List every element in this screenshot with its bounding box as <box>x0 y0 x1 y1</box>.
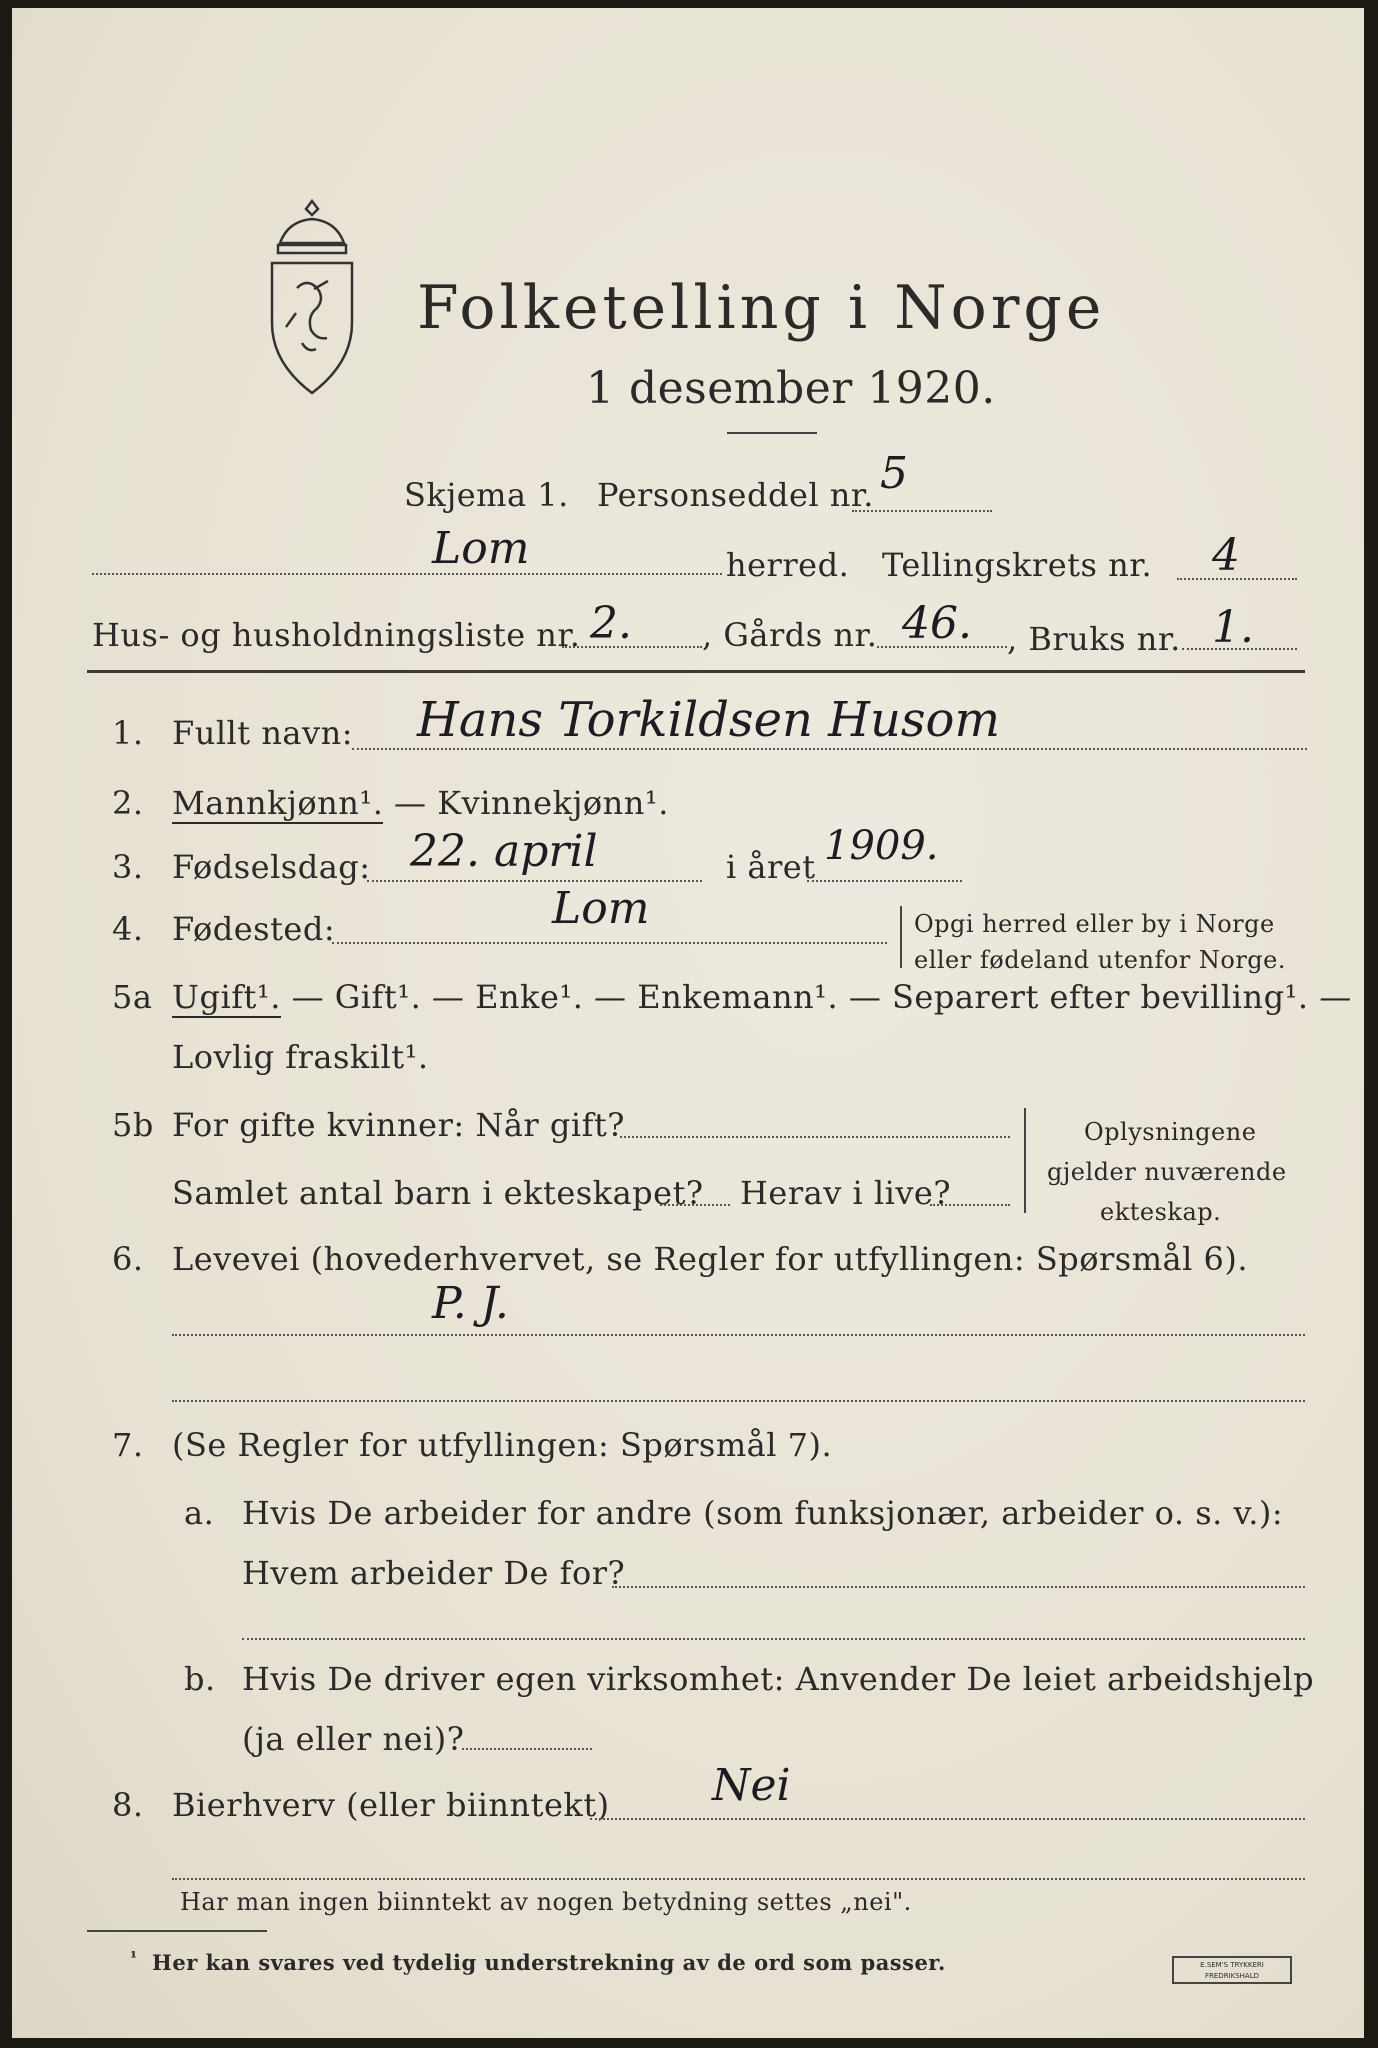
personseddel-line <box>852 510 992 512</box>
q3-year-value: 1909. <box>824 823 939 869</box>
q5b-line3 <box>930 1204 1010 1206</box>
q5b-line1 <box>620 1136 1010 1138</box>
tellingskrets-value: 4 <box>1212 530 1240 581</box>
q4-note-brace <box>900 906 902 968</box>
q1-label: Fullt navn: <box>172 714 353 752</box>
q6-number: 6. <box>112 1240 144 1278</box>
q5b-note3: ekteskap. <box>1100 1198 1222 1226</box>
q2-line <box>172 784 669 822</box>
herred-label: herred. <box>726 546 850 584</box>
census-form <box>12 8 1364 2038</box>
q5a-options <box>172 978 1352 1016</box>
q8-line2 <box>172 1878 1305 1880</box>
q3-label: Fødselsdag: <box>172 848 371 886</box>
q4-line <box>332 942 887 944</box>
q3-value: 22. april <box>410 826 598 877</box>
norway-coat-of-arms-icon <box>252 193 372 403</box>
q7a-line2: Hvem arbeider De for? <box>242 1554 626 1592</box>
q5b-label2: Samlet antal barn i ekteskapet? <box>172 1174 704 1212</box>
q7b-answer-line <box>462 1748 592 1750</box>
q5b-label1: For gifte kvinner: Når gift? <box>172 1106 625 1144</box>
q5a-other-options: — Gift¹. — Enke¹. — Enkemann¹. — Separert efter bevilling¹. — <box>280 978 1352 1016</box>
q4-note-line2: eller fødeland utenfor Norge. <box>914 946 1287 974</box>
q4-label: Fødested: <box>172 910 336 948</box>
q5a-ugift-underlined: Ugift¹. <box>172 978 281 1016</box>
skjema-label: Skjema 1. <box>404 476 569 514</box>
personseddel-label: Personseddel nr. <box>597 476 874 514</box>
q8-label: Bierhverv (eller biinntekt) <box>172 1786 610 1824</box>
q4-number: 4. <box>112 910 144 948</box>
footnote-text: Her kan svares ved tydelig understrekning av de ord som passer. <box>152 1950 946 1975</box>
q7a-answer-line2 <box>242 1638 1305 1640</box>
q8-number: 8. <box>112 1786 144 1824</box>
q5b-note2: gjelder nuværende <box>1047 1158 1287 1186</box>
q6-line1 <box>172 1334 1305 1336</box>
hus-label: Hus- og husholdningsliste nr. <box>92 616 581 654</box>
q5b-number: 5b <box>112 1106 154 1144</box>
biinntekt-note: Har man ingen biinntekt av nogen betydning settes „nei". <box>180 1888 912 1916</box>
q3-year-label: i året <box>726 848 816 886</box>
printer-stamp: E.SEM'S TRYKKERI FREDRIKSHALD <box>1172 1956 1292 1984</box>
q8-line <box>590 1818 1305 1820</box>
q7b-line1: Hvis De driver egen virksomhet: Anvender De leiet arbeidshjelp <box>242 1660 1315 1698</box>
q3-year-line <box>807 880 962 882</box>
q3-number: 3. <box>112 848 144 886</box>
q3-line <box>367 880 702 882</box>
q7b-line2: (ja eller nei)? <box>242 1720 465 1758</box>
q1-value: Hans Torkildsen Husom <box>417 692 1000 748</box>
q1-number: 1. <box>112 714 144 752</box>
q2-number: 2. <box>112 784 144 822</box>
footnote-mark: ¹ <box>130 1948 138 1967</box>
q5b-line2 <box>660 1204 730 1206</box>
q7a-letter: a. <box>184 1494 215 1532</box>
q6-line2 <box>172 1400 1305 1402</box>
q6-value: P. J. <box>432 1278 509 1329</box>
q7a-line1: Hvis De arbeider for andre (som funksjonær, arbeider o. s. v.): <box>242 1494 1284 1532</box>
q4-value: Lom <box>552 883 650 934</box>
q6-label: Levevei (hovederhvervet, se Regler for utfyllingen: Spørsmål 6). <box>172 1240 1249 1278</box>
q5a-line2: Lovlig fraskilt¹. <box>172 1038 429 1076</box>
q7-label: (Se Regler for utfyllingen: Spørsmål 7). <box>172 1426 833 1464</box>
q1-line <box>352 748 1307 750</box>
q2-separator: — <box>383 784 438 822</box>
form-title: Folketelling i Norge <box>417 273 1106 343</box>
bruks-value: 1. <box>1212 602 1254 653</box>
tellingskrets-label: Tellingskrets nr. <box>882 546 1153 584</box>
header-rule <box>87 670 1305 673</box>
q5a-number: 5a <box>112 978 153 1016</box>
footnote-rule <box>87 1930 267 1932</box>
herred-line <box>92 573 722 575</box>
q8-value: Nei <box>712 1760 791 1811</box>
q2-kvinnekjonn: Kvinnekjønn¹. <box>437 784 669 822</box>
q5b-note1: Oplysningene <box>1084 1118 1257 1146</box>
q7b-letter: b. <box>184 1660 216 1698</box>
q5b-note-brace <box>1024 1108 1026 1213</box>
gards-label: , Gårds nr. <box>702 616 878 654</box>
personseddel-value: 5 <box>880 448 908 499</box>
q2-mannkjonn-underlined: Mannkjønn¹. <box>172 784 384 822</box>
herred-value: Lom <box>432 523 530 574</box>
hus-line <box>562 646 702 648</box>
gards-value: 46. <box>902 598 972 649</box>
q7-number: 7. <box>112 1426 144 1464</box>
q7a-answer-line <box>612 1586 1305 1588</box>
bruks-label: , Bruks nr. <box>1007 620 1181 658</box>
form-date: 1 desember 1920. <box>586 363 996 414</box>
hus-value: 2. <box>590 598 632 649</box>
q5b-label3: Herav i live? <box>740 1174 952 1212</box>
q4-note-line1: Opgi herred eller by i Norge <box>914 910 1275 938</box>
title-divider <box>727 432 817 434</box>
